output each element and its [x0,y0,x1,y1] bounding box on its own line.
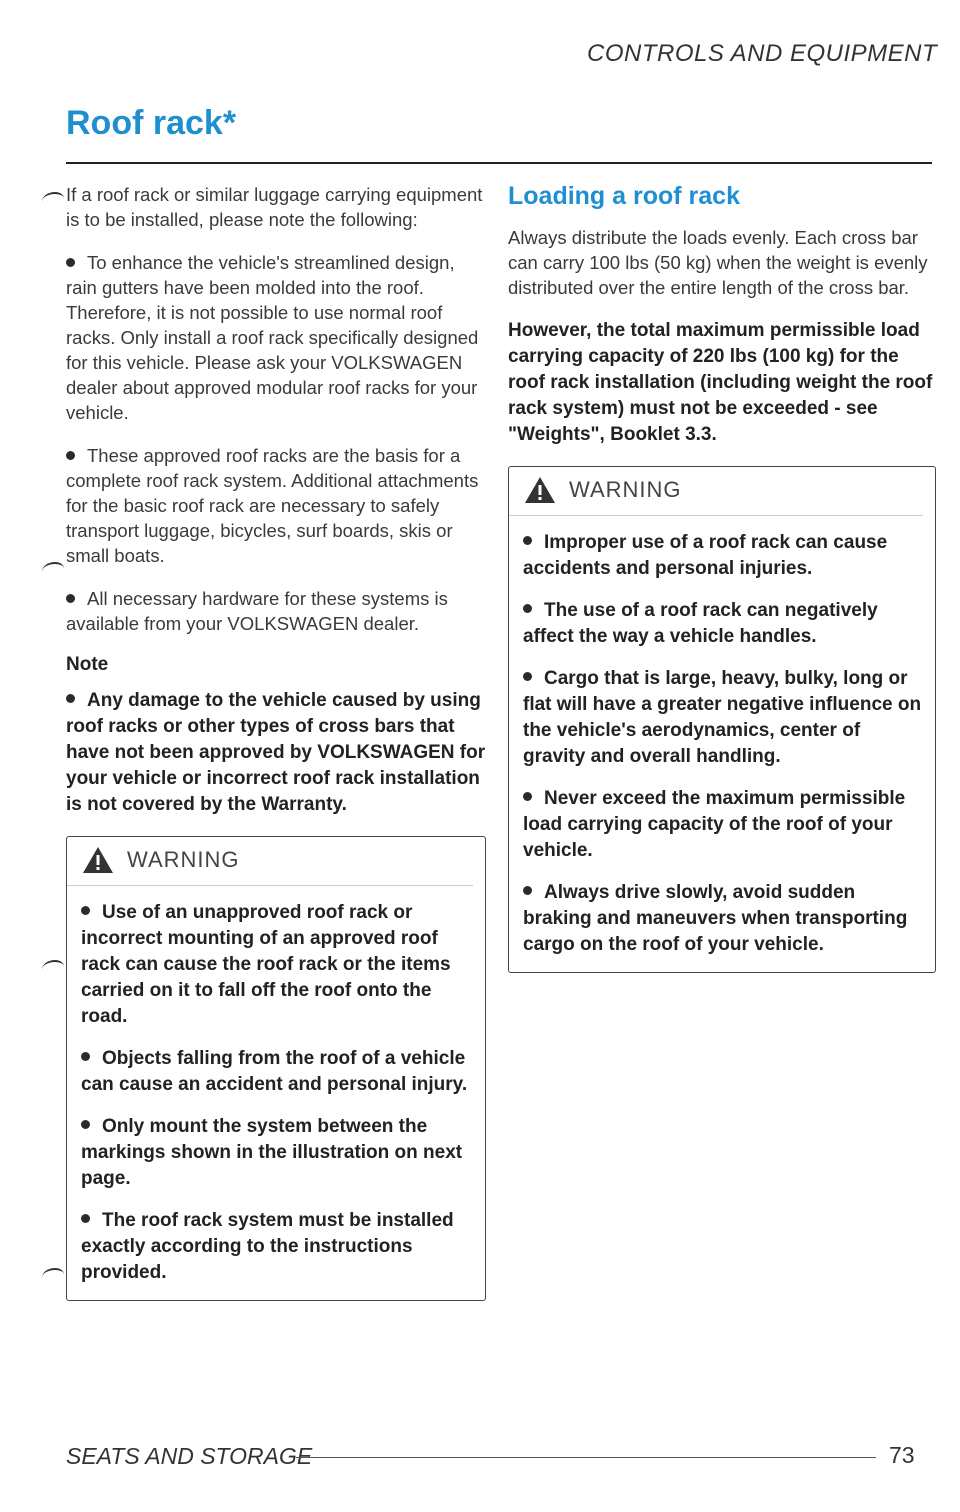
bullet-icon [523,536,532,545]
warning-item: Only mount the system between the markings shown in the illustration on next page. [81,1116,463,1189]
bold-paragraph: However, the total maximum permissible load carrying capacity of 220 lbs (100 kg) for the roof rack installation (including weight the roof rack system) must not be exceeded - see "Weights", Booklet 3.3. [508,320,933,445]
list-item: These approved roof racks are the basis for a complete roof rack system. Additional attachments for the basic roof rack are necessary to safely transport luggage, bicycles, surf boards, skis or small boats. [66,445,479,566]
bullet-icon [66,451,75,460]
margin-marker [42,192,64,208]
bullet-icon [523,604,532,613]
margin-marker [42,1268,64,1284]
margin-marker [42,960,64,976]
warning-triangle-icon [81,845,115,875]
title-rule [66,162,932,164]
warning-header [509,475,923,516]
warning-item: Use of an unapproved roof rack or incorrect mounting of an approved roof rack can cause the roof rack or the items carried on it to fall off the roof onto the road. [81,902,451,1027]
warning-item: The use of a roof rack can negatively affect the way a vehicle handles. [523,600,878,647]
body-paragraph: Always distribute the loads evenly. Each cross bar can carry 100 lbs (50 kg) when the weight is evenly distributed over the entire length of the cross bar. [508,227,928,298]
footer-section: SEATS AND STORAGE [66,1443,313,1469]
bullet-icon [523,672,532,681]
bullet-icon [66,694,75,703]
bullet-icon [81,906,90,915]
running-header: CONTROLS AND EQUIPMENT [587,40,938,67]
bullet-icon [66,594,75,603]
warning-triangle-icon [523,475,557,505]
warning-item: Objects falling from the roof of a vehicle can cause an accident and personal injury. [81,1048,468,1095]
page-number: 73 [889,1442,915,1468]
bullet-icon [66,258,75,267]
bullet-icon [81,1120,90,1129]
warning-item: Cargo that is large, heavy, bulky, long or flat will have a greater negative influence on the vehicle's aerodynamics, center of gravity and overall handling. [523,668,922,767]
bullet-icon [523,792,532,801]
page-title: Roof rack* [66,104,237,142]
margin-marker [42,562,64,578]
warning-item: The roof rack system must be installed exactly according to the instructions provided. [81,1210,454,1283]
bullet-icon [523,886,532,895]
warning-item: Always drive slowly, avoid sudden braking and maneuvers when transporting cargo on the roof of your vehicle. [523,882,908,955]
warning-label: WARNING [127,847,240,872]
right-column [508,182,936,973]
warning-box [508,466,936,973]
section-heading: Loading a roof rack [508,182,740,210]
note-text: Any damage to the vehicle caused by using roof racks or other types of cross bars that have not been approved by VOLKSWAGEN for your vehicle or incorrect roof rack installation is not covered by the Warranty. [66,690,486,815]
list-item: All necessary hardware for these systems is available from your VOLKSWAGEN dealer. [66,588,448,634]
left-column [66,182,486,1301]
note-heading: Note [66,654,109,675]
warning-label: WARNING [569,477,682,502]
warning-box [66,836,486,1301]
footer-rule [296,1457,876,1458]
bullet-icon [81,1214,90,1223]
bullet-icon [81,1052,90,1061]
warning-item: Never exceed the maximum permissible load carrying capacity of the roof of your vehicle. [523,788,906,861]
list-item: To enhance the vehicle's streamlined design, rain gutters have been molded into the roof. Therefore, it is not possible to use normal roof racks. Only install a roof rack specifically designed for this vehicle. Please ask your VOLKSWAGEN dealer about approved modular roof racks for your vehicle. [66,252,479,423]
warning-header [67,845,473,886]
intro-paragraph: If a roof rack or similar luggage carrying equipment is to be installed, please note the following: [66,184,483,230]
warning-item: Improper use of a roof rack can cause accidents and personal injuries. [523,532,888,579]
